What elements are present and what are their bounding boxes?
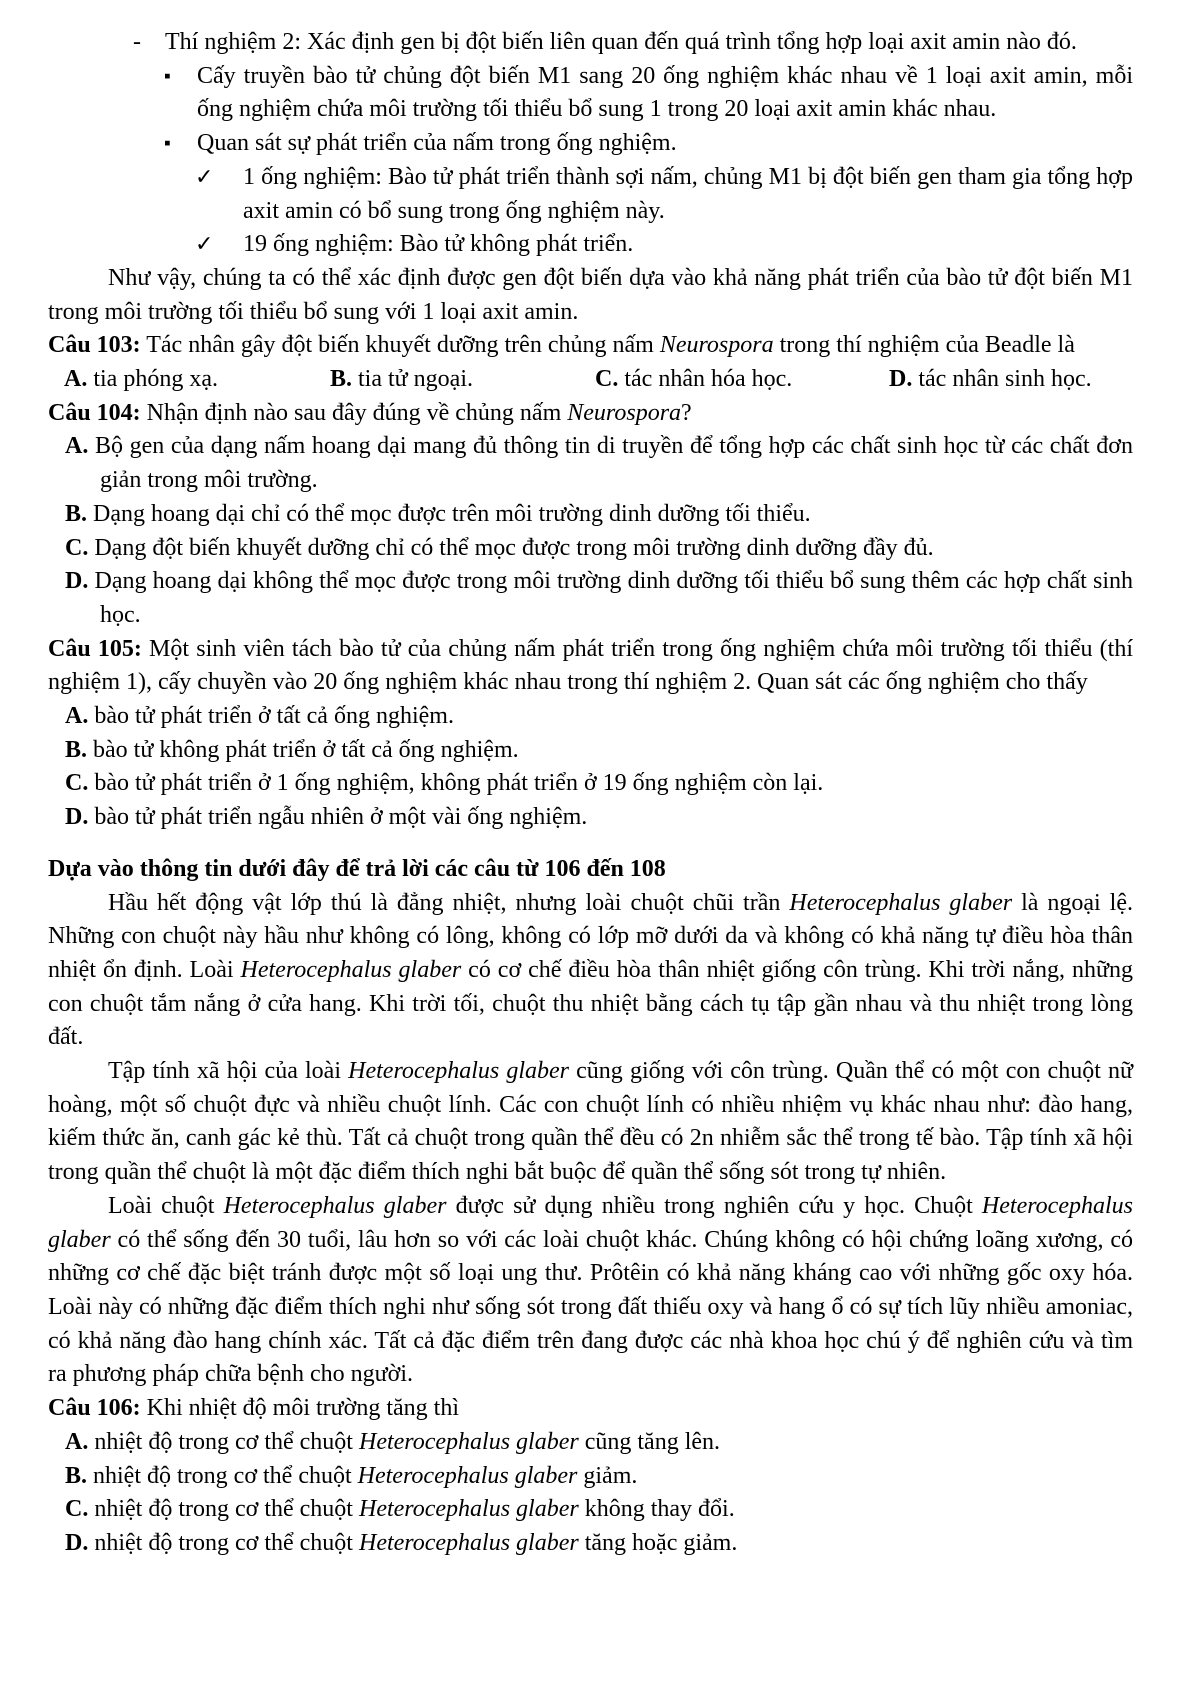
- question-105-stem: [48, 633, 1133, 700]
- experiment2-item: [48, 26, 1133, 60]
- experiment2-text: Thí nghiệm 2: Xác định gen bị đột biến liên quan đến quá trình tổng hợp loại axit amin nào đó.: [165, 29, 1077, 55]
- square-bullet-icon: ▪: [164, 133, 171, 155]
- passage-text: là ngoại lệ. Những con chuột này hầu như không có lông, không có lớp mỡ dưới da và không có khả năng tự điều hòa thân nhiệt ổn định. Loài: [48, 889, 1133, 983]
- option-103-c: [595, 363, 792, 397]
- option-105-a: [48, 700, 1133, 734]
- question-106-text: Khi nhiệt độ môi trường tăng thì: [140, 1395, 460, 1422]
- experiment2-result-2-text: 19 ống nghiệm: Bào tử không phát triển.: [243, 231, 634, 258]
- option-104-b: [48, 498, 1133, 532]
- experiment2-result-1: [48, 161, 1133, 228]
- option-text: không thay đổi.: [578, 1496, 735, 1523]
- option-text: bào tử phát triển ngẫu nhiên ở một vài ống nghiệm.: [88, 804, 588, 831]
- passage-paragraph-2: [48, 1055, 1133, 1190]
- species-name: Heterocephalus glaber: [48, 1192, 1133, 1253]
- option-letter: B.: [65, 500, 88, 527]
- option-text: Dạng hoang dại không thể mọc được trong môi trường dinh dưỡng tối thiểu bổ sung thêm các hợp chất sinh học.: [88, 568, 1133, 628]
- passage-text: Loài chuột: [108, 1192, 224, 1219]
- passage-text: có thể sống đến 30 tuổi, lâu hơn so với các loài chuột khác. Chúng không có hội chứng loãng xương, có những cơ chế đặc biệt tránh được một số loại ung thư. Prôtêin có khả năng kháng cao với những gốc oxy hóa. Loài này có những đặc điểm thích nghi như sống sót trong đất thiếu oxy và hang ổ có sự tích lũy nhiều amoniac, có khả năng đào hang chính xác. Tất cả đặc điểm trên đang được các nhà khoa học chú ý để nghiên cứu và tìm ra phương pháp chữa bệnh cho người.: [48, 1226, 1133, 1388]
- species-name: Heterocephalus glaber: [358, 1428, 579, 1455]
- conclusion-text: Như vậy, chúng ta có thể xác định được gen đột biến dựa vào khả năng phát triển của bào tử đột biến M1 trong môi trường tối thiểu bổ sung với 1 loại axit amin.: [48, 264, 1133, 325]
- question-104-text-pre: Nhận định nào sau đây đúng về chủng nấm: [140, 399, 568, 426]
- passage-paragraph-1: [48, 887, 1133, 1056]
- passage-heading: [48, 853, 1133, 887]
- question-106-stem: [48, 1392, 1133, 1426]
- option-letter: D.: [65, 804, 89, 831]
- passage-paragraph-3: [48, 1190, 1133, 1392]
- option-text: Bộ gen của dạng nấm hoang dại mang đủ thông tin di truyền để tổng hợp các chất sinh học từ các chất đơn giản trong môi trường.: [88, 433, 1133, 494]
- species-name: Heterocephalus glaber: [357, 1462, 578, 1489]
- passage-text: cũng giống với côn trùng. Quần thể có một con chuột nữ hoàng, một số chuột đực và nhiều chuột lính. Các con chuột lính có nhiều nhiệm vụ khác nhau như: đào hang, kiếm thức ăn, canh gác kẻ thù. Tất cả chuột trong quần thể đều có 2n nhiễm sắc thể trong tế bào. Tập tính xã hội trong quần thể chuột là một đặc điểm thích nghi bắt buộc để quần thể sống sót trong tự nhiên.: [48, 1058, 1134, 1186]
- species-name: Heterocephalus glaber: [348, 1058, 570, 1085]
- option-letter: A.: [65, 1428, 89, 1455]
- question-103-text-post: trong thí nghiệm của Beadle là: [773, 332, 1075, 359]
- option-text: bào tử phát triển ở tất cả ống nghiệm.: [88, 703, 454, 730]
- option-letter: D.: [65, 568, 89, 595]
- check-bullet-icon: ✓: [195, 164, 214, 190]
- option-104-a: [48, 430, 1133, 497]
- option-text: tác nhân hóa học.: [618, 366, 793, 393]
- question-103-options-row: [48, 363, 1133, 397]
- experiment2-step-1: [48, 60, 1133, 127]
- question-104-stem: [48, 397, 1133, 431]
- option-letter: B.: [65, 1462, 88, 1489]
- option-text: giảm.: [577, 1462, 638, 1489]
- species-name: Neurospora: [659, 332, 774, 359]
- question-103-number: Câu 103:: [48, 332, 141, 359]
- square-bullet-icon: ▪: [164, 65, 171, 87]
- dash-bullet: -: [133, 29, 141, 55]
- option-104-c: [48, 532, 1133, 566]
- question-104-text-post: ?: [681, 399, 692, 426]
- experiment2-result-1-text: 1 ống nghiệm: Bào tử phát triển thành sợi nấm, chủng M1 bị đột biến gen tham gia tổng hợp axit amin có bổ sung trong ống nghiệm này.: [243, 163, 1133, 224]
- option-text: Dạng hoang dại chỉ có thể mọc được trên môi trường dinh dưỡng tối thiểu.: [87, 500, 811, 527]
- option-letter: C.: [595, 366, 619, 393]
- option-text: bào tử không phát triển ở tất cả ống nghiệm.: [87, 736, 519, 763]
- species-name: Heterocephalus glaber: [358, 1529, 579, 1556]
- option-letter: C.: [65, 770, 89, 797]
- option-letter: D.: [889, 366, 913, 393]
- option-letter: D.: [65, 1529, 89, 1556]
- species-name: Heterocephalus glaber: [789, 889, 1013, 916]
- experiment2-result-2: [48, 228, 1133, 262]
- option-letter: A.: [64, 366, 88, 393]
- passage-text: được sử dụng nhiều trong nghiên cứu y học. Chuột: [446, 1192, 982, 1219]
- option-letter: C.: [65, 1496, 89, 1523]
- option-text: nhiệt độ trong cơ thể chuột: [87, 1462, 358, 1489]
- option-text: tác nhân sinh học.: [912, 366, 1092, 393]
- question-105-number: Câu 105:: [48, 635, 142, 662]
- species-name: Heterocephalus glaber: [223, 1192, 447, 1219]
- species-name: Neurospora: [567, 399, 682, 426]
- option-105-c: [48, 767, 1133, 801]
- option-103-d: [889, 363, 1092, 397]
- option-106-b: [48, 1460, 1133, 1494]
- passage-text: có cơ chế điều hòa thân nhiệt giống côn trùng. Khi trời nắng, những con chuột tắm nắng ở cửa hang. Khi trời tối, chuột thu nhiệt bằng cách tụ tập gần nhau và thu nhiệt trong lòng đất.: [48, 956, 1134, 1051]
- species-name: Heterocephalus glaber: [358, 1496, 579, 1523]
- option-106-a: [48, 1426, 1133, 1460]
- passage-heading-text: Dựa vào thông tin dưới đây để trả lời các câu từ 106 đến 108: [48, 855, 666, 882]
- conclusion-paragraph: [48, 262, 1133, 329]
- option-103-a: [64, 363, 218, 397]
- experiment2-step-2-text: Quan sát sự phát triển của nấm trong ống nghiệm.: [197, 130, 677, 157]
- experiment2-step-1-text: Cấy truyền bào tử chủng đột biến M1 sang 20 ống nghiệm khác nhau về 1 loại axit amin, mỗi ống nghiệm chứa môi trường tối thiểu bổ sung 1 trong 20 loại axit amin khác nhau.: [197, 62, 1133, 123]
- question-104-number: Câu 104:: [48, 399, 141, 426]
- option-text: Dạng đột biến khuyết dưỡng chỉ có thể mọc được trong môi trường dinh dưỡng đầy đủ.: [88, 534, 934, 561]
- option-text: tia phóng xạ.: [87, 366, 218, 393]
- option-103-b: [330, 363, 473, 397]
- option-104-d: [48, 565, 1133, 632]
- option-letter: B.: [65, 736, 88, 763]
- question-105-text: Một sinh viên tách bào tử của chủng nấm phát triển trong ống nghiệm chứa môi trường tối thiểu (thí nghiệm 1), cấy chuyền vào 20 ống nghiệm khác nhau trong thí nghiệm 2. Quan sát các ống nghiệm cho thấy: [48, 635, 1133, 696]
- option-105-b: [48, 734, 1133, 768]
- option-letter: A.: [65, 433, 89, 460]
- option-text: cũng tăng lên.: [578, 1428, 721, 1455]
- question-103-stem: [48, 329, 1133, 363]
- option-text: tăng hoặc giảm.: [578, 1529, 738, 1556]
- option-letter: C.: [65, 534, 89, 561]
- experiment2-step-2: [48, 127, 1133, 161]
- species-name: Heterocephalus glaber: [240, 956, 462, 983]
- option-text: bào tử phát triển ở 1 ống nghiệm, không phát triển ở 19 ống nghiệm còn lại.: [88, 770, 824, 797]
- passage-text: Tập tính xã hội của loài: [108, 1058, 349, 1085]
- option-106-d: [48, 1527, 1133, 1561]
- option-text: tia tử ngoại.: [352, 366, 473, 393]
- option-106-c: [48, 1493, 1133, 1527]
- option-text: nhiệt độ trong cơ thể chuột: [88, 1529, 359, 1556]
- option-105-d: [48, 801, 1133, 835]
- question-103-text-pre: Tác nhân gây đột biến khuyết dưỡng trên chủng nấm: [140, 332, 660, 359]
- passage-text: Hầu hết động vật lớp thú là đẳng nhiệt, nhưng loài chuột chũi trần: [108, 889, 790, 916]
- check-bullet-icon: ✓: [195, 232, 214, 258]
- option-letter: B.: [330, 366, 353, 393]
- option-text: nhiệt độ trong cơ thể chuột: [88, 1496, 359, 1523]
- question-106-number: Câu 106:: [48, 1395, 141, 1422]
- option-text: nhiệt độ trong cơ thể chuột: [88, 1428, 359, 1455]
- option-letter: A.: [65, 703, 89, 730]
